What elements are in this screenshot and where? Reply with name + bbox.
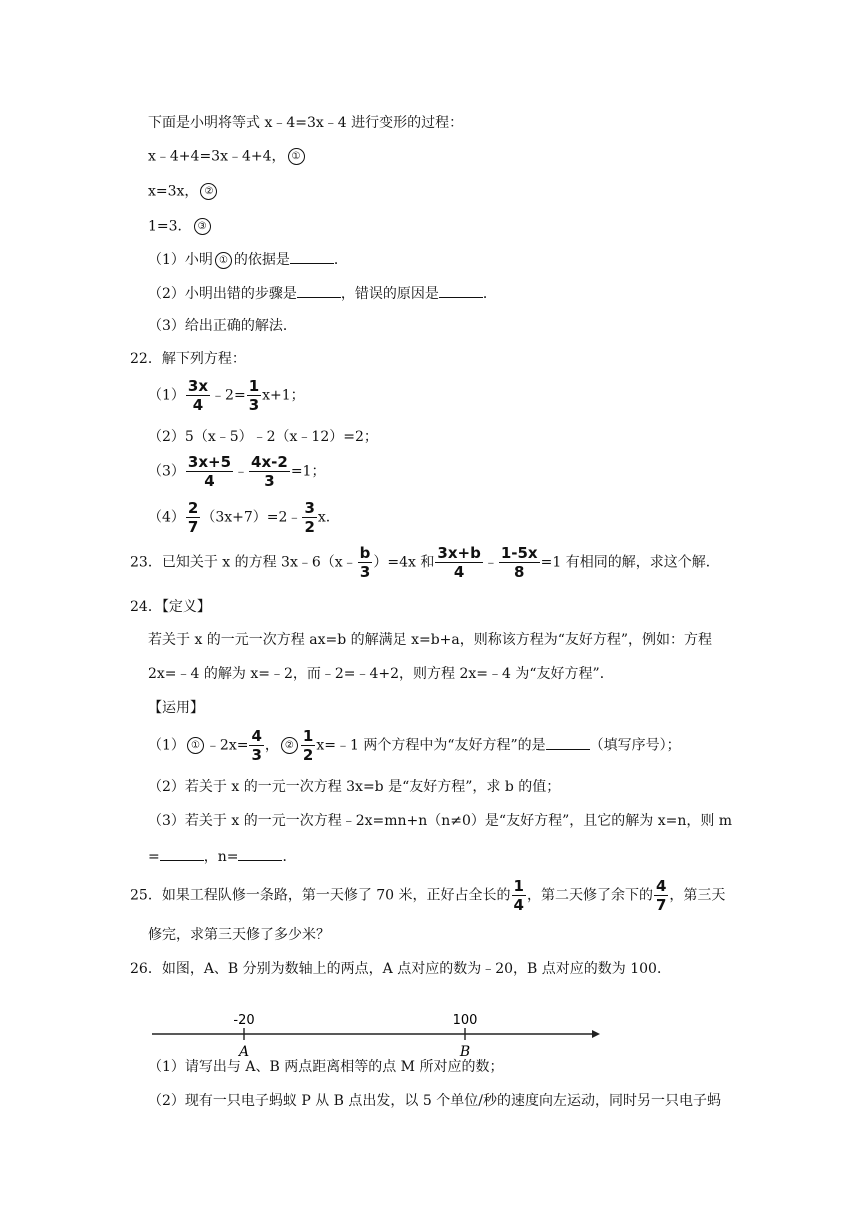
tick-label-b: 100 xyxy=(452,1014,478,1028)
q21-part1: （1）小明 ① 的依据是 ． xyxy=(148,252,348,268)
intro-text: 下面是小明将等式 x﹣4=3x﹣4 进行变形的过程： xyxy=(148,115,464,131)
q21-part3: （3）给出正确的解法． xyxy=(148,318,297,334)
point-label-b: B xyxy=(459,1044,471,1060)
q22-eq3: （3） $\frac{3x+5}{4}$ ﹣ $\frac{4x-2}{3}$ =1； xyxy=(148,453,326,490)
q22-eq1: （1） $\frac{3x}{4}$ ﹣2= $\frac{1}{3}$ x+1； xyxy=(148,377,305,414)
step-2: x=3x， ② xyxy=(148,183,219,200)
tick-label-a: -20 xyxy=(233,1014,255,1028)
q24-def2: 2x=﹣4 的解为 x=﹣2，而﹣2=﹣4+2，则方程 2x=﹣4 为“友好方程”． xyxy=(148,666,614,682)
arrow-right-icon xyxy=(592,1030,600,1038)
q25-line2: 修完，求第三天修了多少米？ xyxy=(148,927,330,943)
step-1: x﹣4+4=3x﹣4+4， ① xyxy=(148,148,307,165)
point-label-a: A xyxy=(238,1044,250,1060)
q23: 23．已知关于 x 的方程 3x﹣6（x﹣ $\frac{b}{3}$ ）=4x 和 $\frac{3x+b}{4}$ ﹣ $\frac{1-5x}{8}$ =1 有相同的解，求这个解． xyxy=(130,544,720,581)
q24-part2: （2）若关于 x 的一元一次方程 3x=b 是“友好方程”，求 b 的值； xyxy=(148,779,561,795)
q22-eq4: （4） $\frac{2}{7}$ （3x+7）=2﹣ $\frac{3}{2}$ x. xyxy=(148,499,331,536)
q26-title: 26．如图，A、B 分别为数轴上的两点，A 点对应的数为﹣20，B 点对应的数为 100． xyxy=(130,961,671,977)
q24-part3: （3）若关于 x 的一元一次方程﹣2x=mn+n（n≠0）是“友好方程”，且它的解为 x=n，则 m xyxy=(148,813,733,829)
q22-eq2: （2）5（x﹣5）﹣2（x﹣12）=2； xyxy=(148,429,378,445)
q24-part1: （1） ① ﹣2x= $\frac{4}{3}$ ， ② $\frac{1}{2}$ x=﹣1 两个方程中为“友好方程”的是 （填写序号）； xyxy=(148,727,681,764)
q25-line1: 25．如果工程队修一条路，第一天修了 70 米，正好占全长的 $\frac{1}{4}$ ，第二天修了余下的 $\frac{4}{7}$ ，第三天 xyxy=(130,877,726,914)
q22-title: 22．解下列方程： xyxy=(130,351,246,367)
q21-part2: （2）小明出错的步骤是 ，错误的原因是 ． xyxy=(148,286,497,302)
step-3: 1=3． ③ xyxy=(148,218,213,235)
q26-part2: （2）现有一只电子蚂蚁 P 从 B 点出发，以 5 个单位/秒的速度向左运动，同时另一只电子蚂 xyxy=(148,1093,721,1109)
q24-part3-answers: = ，n= ． xyxy=(148,849,297,865)
q24-apply: 【运用】 xyxy=(148,700,204,716)
q24-def1: 若关于 x 的一元一次方程 ax=b 的解满足 x=b+a，则称该方程为“友好方程”，例如：方程 xyxy=(148,632,713,648)
q26-part1: （1）请写出与 A、B 两点距离相等的点 M 所对应的数； xyxy=(148,1059,504,1075)
q24-title: 24．【定义】 xyxy=(130,599,211,615)
